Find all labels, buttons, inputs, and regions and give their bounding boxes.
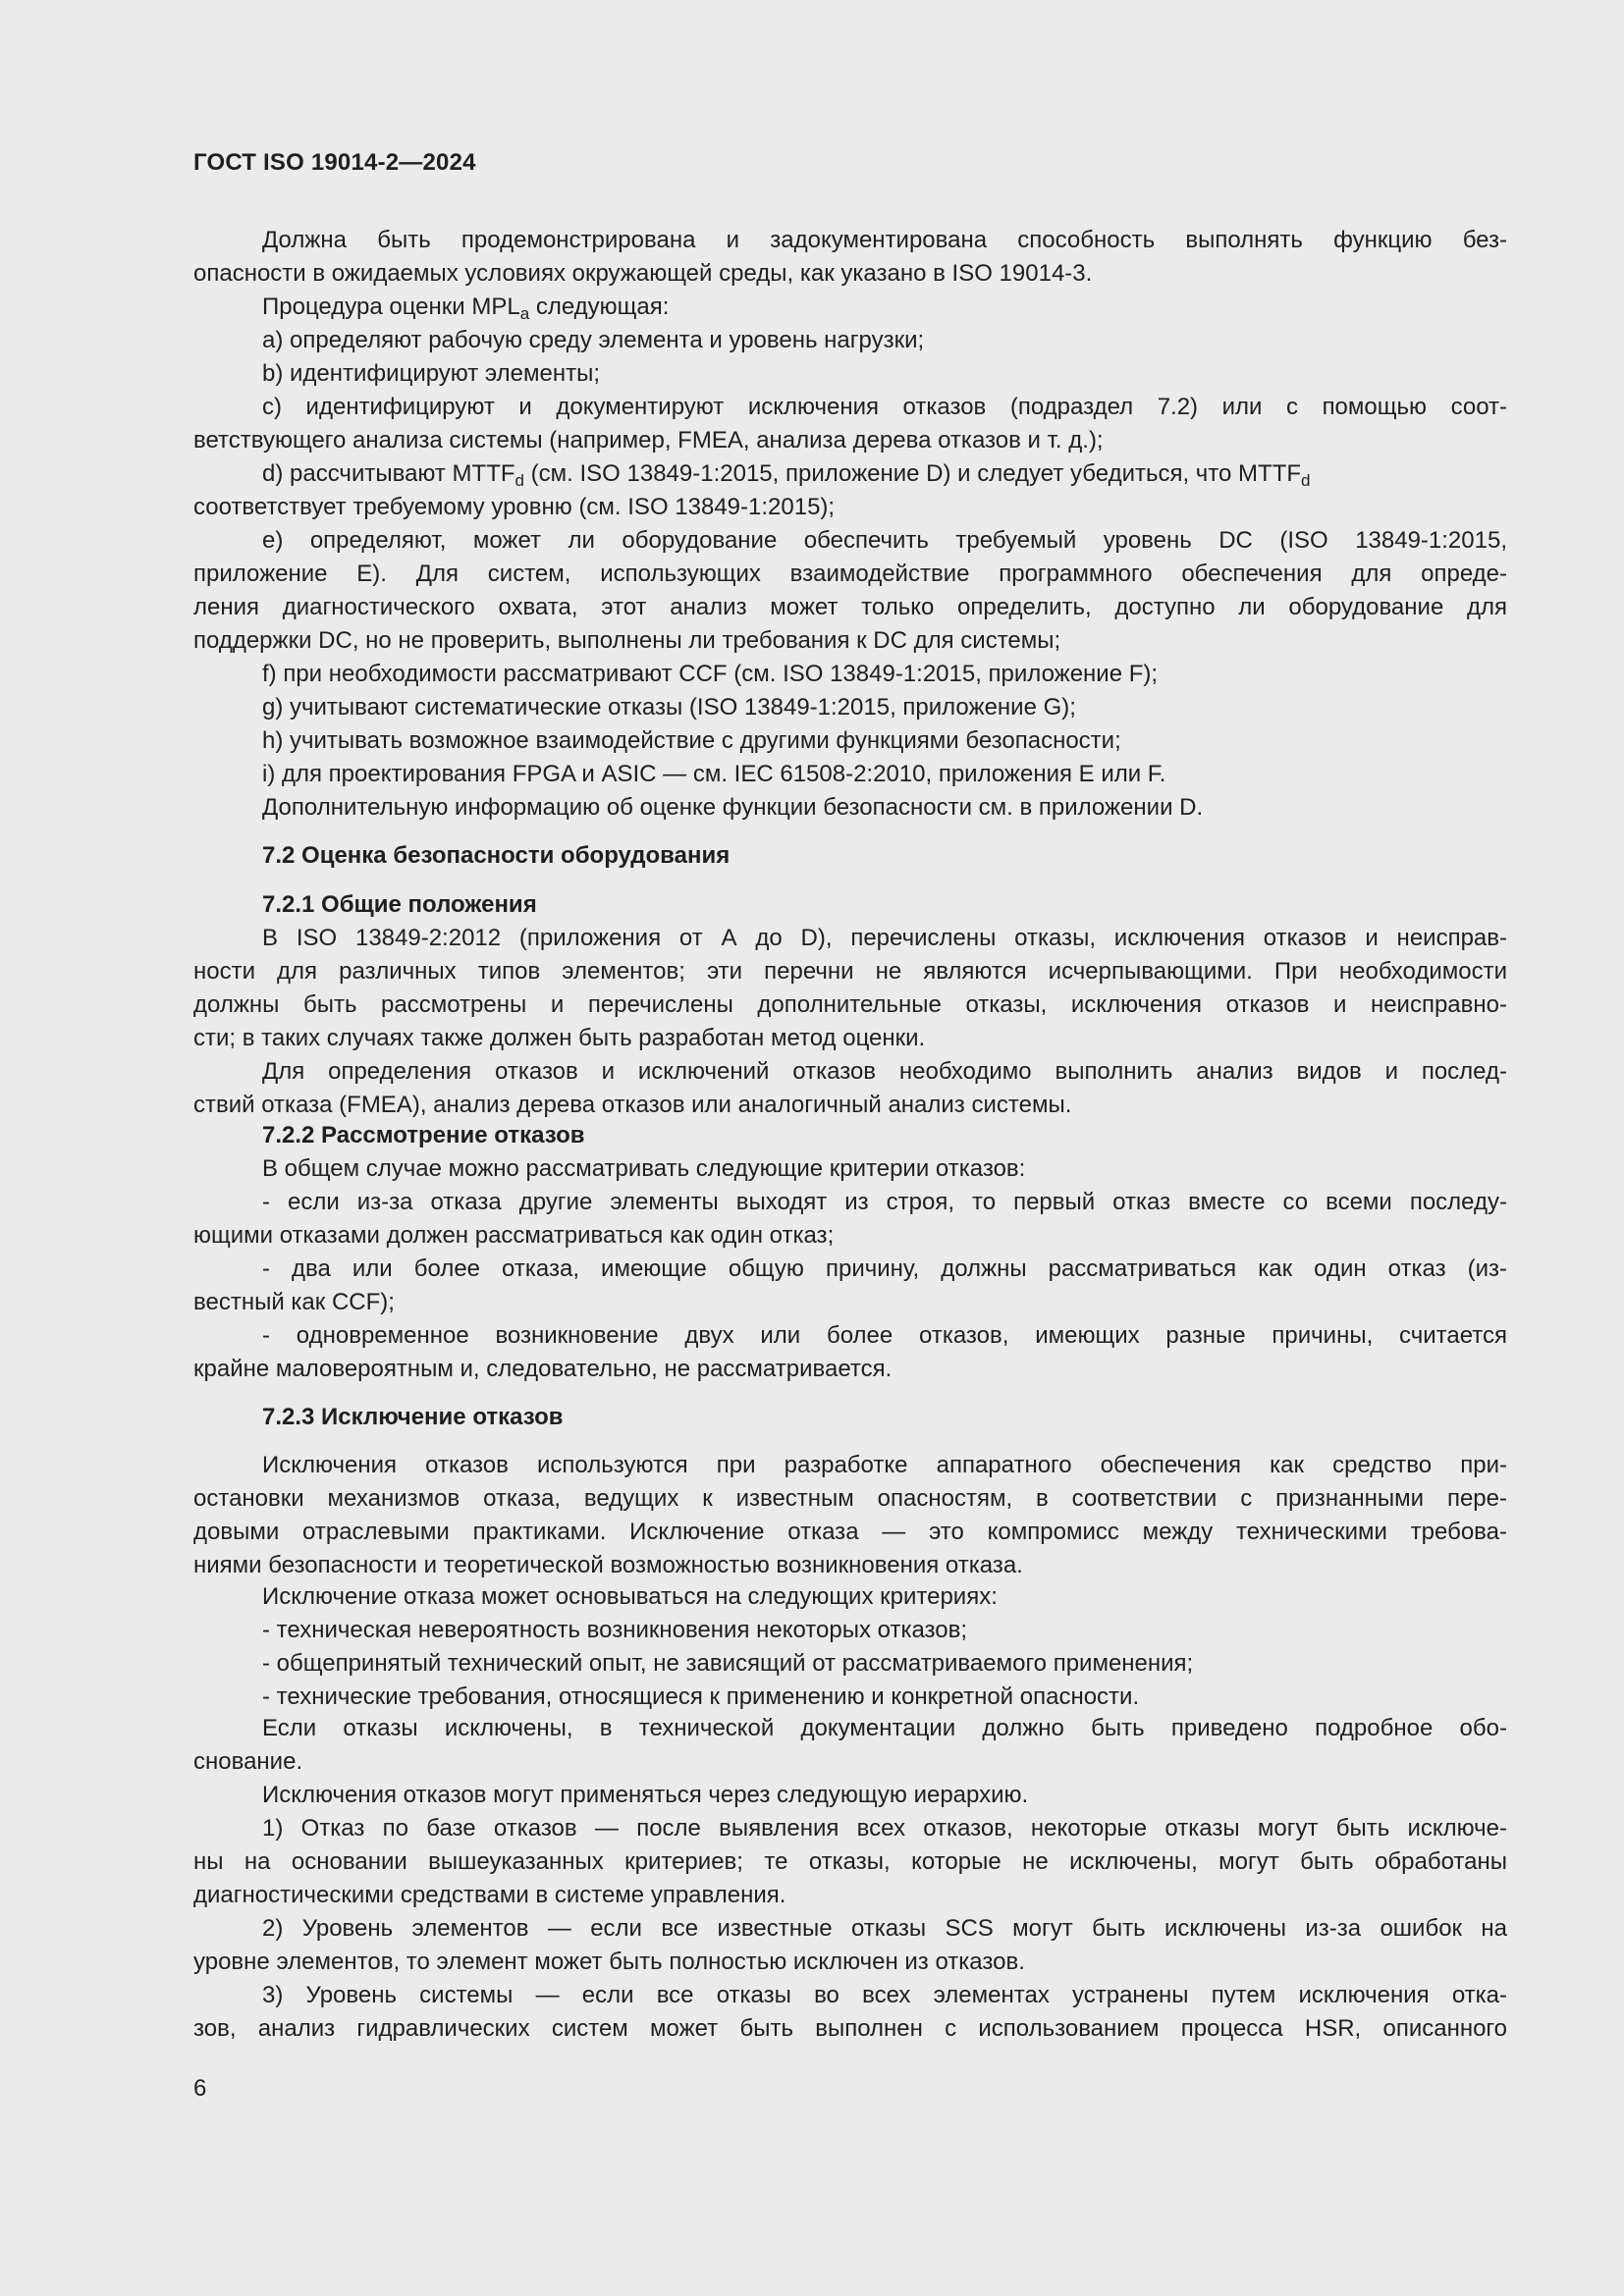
text-fragment: (см. ISO 13849-1:2015, приложение D) и следует убедиться, что MTTF [524,460,1302,487]
subsection-heading: 7.2.3 Исключение отказов [262,1404,564,1430]
subscript: a [519,304,530,323]
text-line: должны быть рассмотрены и перечислены дополнительные отказы, исключения отказов и неисправно- [193,991,1507,1018]
text-fragment: Процедура оценки MPL [262,294,520,320]
text-line: ствий отказа (FMEA), анализ дерева отказов или аналогичный анализ системы. [193,1092,1072,1118]
list-item: f) при необходимости рассматривают CCF (см. ISO 13849-1:2015, приложение F); [262,661,1159,687]
list-item: - общепринятый технический опыт, не зависящий от рассматриваемого применения; [262,1650,1194,1677]
text-line: поддержки DC, но не проверить, выполнены ли требования к DC для системы; [193,627,1061,654]
text-line: Дополнительную информацию об оценке функции безопасности см. в приложении D. [262,794,1204,821]
text-line: ветствующего анализа системы (например, FMEA, анализа дерева отказов и т. д.); [193,427,1104,454]
list-item: g) учитывают систематические отказы (ISO 13849-1:2015, приложение G); [262,694,1076,721]
list-item: - если из-за отказа другие элементы выходят из строя, то первый отказ вместе со всеми последу- [262,1189,1507,1215]
list-item: - технические требования, относящиеся к применению и конкретной опасности. [262,1683,1140,1710]
text-fragment: следующая: [529,294,670,320]
subsection-heading: 7.2.1 Общие положения [262,891,537,918]
text-line: Для определения отказов и исключений отказов необходимо выполнить анализ видов и послед- [262,1058,1507,1085]
text-line: Исключения отказов могут применяться через следующую иерархию. [262,1782,1029,1808]
text-line: сти; в таких случаях также должен быть разработан метод оценки. [193,1025,926,1051]
text-line: В ISO 13849-2:2012 (приложения от А до D), перечислены отказы, исключения отказов и неиспрaв- [262,925,1507,951]
text-line: В общем случае можно рассматривать следующие критерии отказов: [262,1155,1026,1182]
text-line: ности для различных типов элементов; эти перечни не являются исчерпывающими. При необходимости [193,958,1507,985]
list-item: i) для проектирования FPGA и ASIC — см. IEC 61508-2:2010, приложения E или F. [262,761,1166,787]
text-line: крайне маловероятным и, следовательно, не рассматривается. [193,1356,893,1382]
text-fragment: d) рассчитывают MTTF [262,460,515,487]
text-line: Исключение отказа может основываться на следующих критериях: [262,1583,998,1610]
section-heading: 7.2 Оценка безопасности оборудования [262,842,731,869]
text-line: ниями безопасности и теоретической возможностью возникновения отказа. [193,1552,1023,1578]
text-line: ющими отказами должен рассматриваться как один отказ; [193,1222,835,1249]
subscript: d [514,471,524,490]
list-item: h) учитывать возможное взаимодействие с другими функциями безопасности; [262,727,1121,754]
document-header: ГОСТ ISO 19014-2—2024 [193,149,476,176]
subscript: d [1301,471,1311,490]
list-item: a) определяют рабочую среду элемента и уровень нагрузки; [262,327,925,353]
subsection-heading: 7.2.2 Рассмотрение отказов [262,1122,585,1148]
text-line [262,293,1507,322]
list-item: 1) Отказ по базе отказов — после выявления всех отказов, некоторые отказы могут быть исключе- [262,1815,1507,1842]
text-line: соответствует требуемому уровню (см. ISO 13849-1:2015); [193,494,836,520]
text-line: Должна быть продемонстрирована и задокументирована способность выполнять функцию без- [262,227,1507,253]
text-line: приложение E). Для систем, использующих взаимодействие программного обеспечения для опреде- [193,561,1507,587]
text-line: диагностическими средствами в системе управления. [193,1882,786,1908]
text-line: Исключения отказов используются при разработке аппаратного обеспечения как средство при- [262,1452,1507,1478]
text-line: ления диагностического охвата, этот анализ может только определить, доступно ли оборудование для [193,594,1507,620]
text-line: вестный как CCF); [193,1289,395,1315]
list-item: - одновременное возникновение двух или более отказов, имеющих разные причины, считается [262,1322,1507,1349]
page-number: 6 [193,2075,207,2102]
list-item: - техническая невероятность возникновения некоторых отказов; [262,1617,968,1643]
text-line: опасности в ожидаемых условиях окружающей среды, как указано в ISO 19014-3. [193,260,1093,287]
text-line: остановки механизмов отказа, ведущих к известным опасностям, в соответствии с признанными пере- [193,1485,1507,1512]
list-item: e) определяют, может ли оборудование обеспечить требуемый уровень DC (ISO 13849-1:2015, [262,527,1507,554]
list-item: - два или более отказа, имеющие общую причину, должны рассматриваться как один отказ (из- [262,1255,1507,1282]
list-item: c) идентифицируют и документируют исключения отказов (подраздел 7.2) или с помощью соот- [262,394,1507,420]
list-item: 3) Уровень системы — если все отказы во всех элементах устранены путем исключения отка- [262,1982,1507,2008]
list-item: 2) Уровень элементов — если все известные отказы SCS могут быть исключены из-за ошибок на [262,1915,1507,1942]
text-line: довыми отраслевыми практиками. Исключение отказа — это компромисс между техническими требова- [193,1519,1507,1545]
text-line: уровне элементов, то элемент может быть полностью исключен из отказов. [193,1949,1025,1975]
text-line: Если отказы исключены, в технической документации должно быть приведено подробное обо- [262,1715,1507,1741]
list-item [262,459,1507,489]
text-line: снование. [193,1748,303,1775]
text-line: ны на основании вышеуказанных критериев; те отказы, которые не исключены, могут быть обработаны [193,1848,1507,1875]
text-line: зов, анализ гидравлических систем может быть выполнен с использованием процесса HSR, описанного [193,2015,1507,2042]
list-item: b) идентифицируют элементы; [262,360,601,387]
